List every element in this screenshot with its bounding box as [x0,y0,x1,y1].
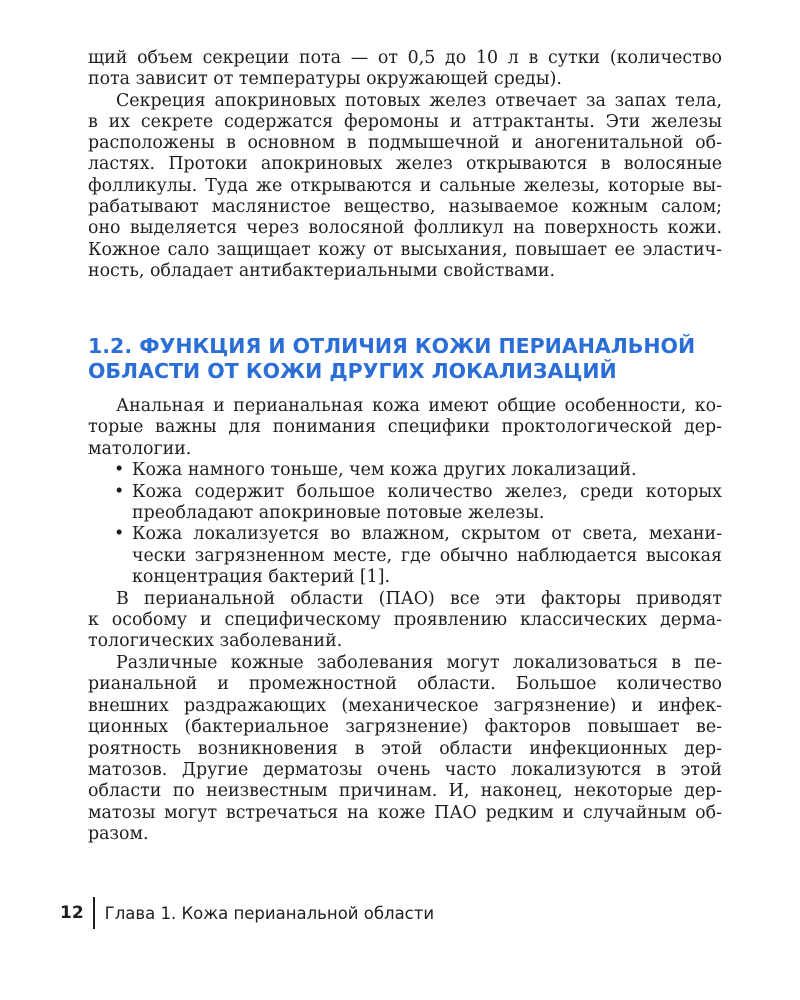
text-line: разом. [88,824,149,845]
bullet-marker: • [114,460,125,481]
text-line: к особому и специфическому проявлению классических дерма- [88,610,722,631]
text-line: преобладают апокриновые потовые железы. [132,503,545,524]
text-line: пота зависит от температуры окружающей среды). [88,69,562,90]
text-line: Анальная и перианальная кожа имеют общие особенности, ко- [116,396,722,416]
text-line: тологических заболеваний. [88,631,343,652]
text-line: Секреция апокриновых потовых желез отвечает за запах тела, [116,90,722,111]
bullet-marker: • [114,481,125,502]
text-line: Кожное сало защищает кожу от высыхания, повышает ее эластич- [88,239,722,260]
text-line: Различные кожные заболевания могут локализоваться в пе- [116,652,722,673]
text-line: В перианальной области (ПАО) все эти факторы приводят [116,588,722,609]
text-line: матозы могут встречаться на коже ПАО редким и случайным об- [88,802,722,823]
paragraph-apocrine-glands [88,91,722,283]
list-item [88,482,722,525]
paragraph-sweat-volume [88,48,722,91]
list-item [88,524,722,588]
text-line: роятность возникновения в этой области инфекционных дер- [88,738,722,759]
text-line: Кожа намного тоньше, чем кожа других локализаций. [132,460,637,481]
section-body [88,396,722,846]
text-line: Кожа локализуется во влажном, скрытом от света, механи- [132,524,722,545]
text-line: внешних раздражающих (механическое загрязнение) и инфек- [88,695,722,716]
paragraph-pao [88,589,722,653]
footer-divider [93,897,95,929]
text-line: в их секрете содержатся феромоны и аттрактанты. Эти железы [88,111,722,132]
paragraph-skin-diseases [88,653,722,846]
text-line: рабатывают маслянистое вещество, называемое кожным салом; [88,197,722,218]
bullet-marker: • [114,524,125,545]
text-line: матологии. [88,438,192,459]
paragraph-intro [88,396,722,460]
text-line: Кожа содержит большое количество желез, среди которых [132,481,722,502]
text-line: ластях. Протоки апокриновых желез открываются в волосяные [88,154,722,175]
text-line: ность, обладает антибактериальными свойствами. [88,260,556,281]
section-heading-line: ОБЛАСТИ ОТ КОЖИ ДРУГИХ ЛОКАЛИЗАЦИЙ [88,358,617,383]
text-line: фолликулы. Туда же открываются и сальные железы, которые вы- [88,175,722,196]
text-line: области по неизвестным причинам. И, наконец, некоторые дер- [88,781,722,802]
text-line: рианальной и промежностной области. Большое количество [88,674,722,695]
text-line: ционных (бактериальное загрязнение) факторов повышает ве- [88,717,722,738]
text-line: матозов. Другие дерматозы очень часто локализуются в этой [88,759,722,780]
text-line: концентрация бактерий [1]. [132,567,391,588]
text-line: чески загрязненном месте, где обычно наблюдается высокая [132,545,722,566]
section-heading-line: 1.2. ФУНКЦИЯ И ОТЛИЧИЯ КОЖИ ПЕРИАНАЛЬНОЙ [88,334,696,358]
text-line: оно выделяется через волосяной фолликул на поверхность кожи. [88,218,722,239]
page-footer [60,896,434,930]
top-text-block [88,48,722,282]
bullet-list [88,460,722,588]
text-line: щий объем секреции пота — от 0,5 до 10 л в сутки (количество [88,48,722,68]
text-line: расположены в основном в подмышечной и аногенитальной об- [88,133,722,154]
section-heading [88,334,728,383]
text-line: торые важны для понимания специфики проктологической дер- [88,417,722,438]
list-item [88,460,722,481]
chapter-title: Глава 1. Кожа перианальной области [104,903,435,923]
page-number: 12 [60,903,84,923]
